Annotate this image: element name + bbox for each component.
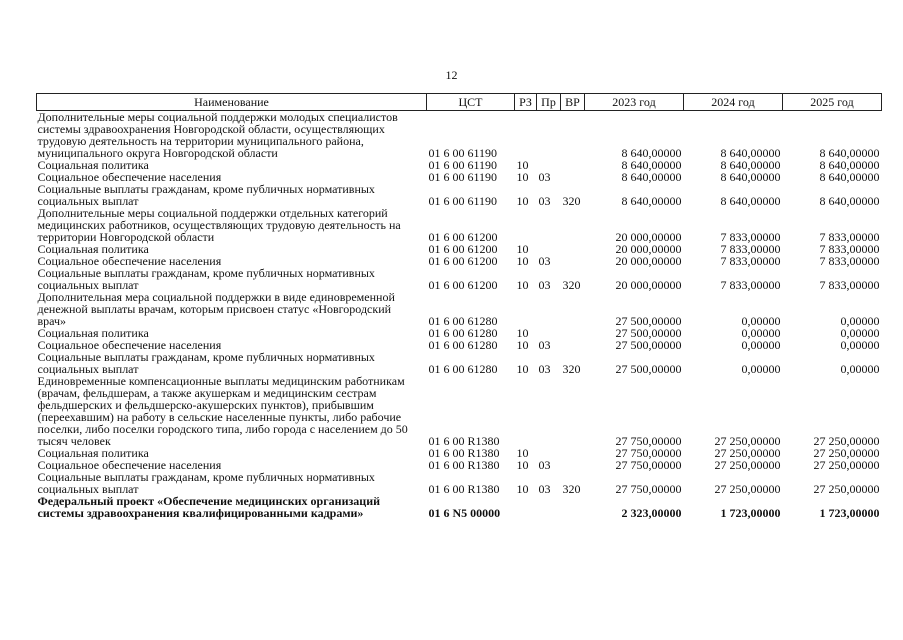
row-value-2023: 2 323,00000 xyxy=(621,506,682,520)
row-rz: 10 xyxy=(516,170,529,184)
row-name: Социальные выплаты гражданам, кроме публичных нормативных социальных выплат xyxy=(37,350,375,376)
row-vr xyxy=(561,291,585,327)
budget-table xyxy=(36,93,882,519)
row-rz: 10 xyxy=(516,362,529,376)
row-cst: 01 6 00 61190 xyxy=(428,170,498,184)
row-pr: 03 xyxy=(538,254,551,268)
row-pr: 03 xyxy=(538,458,551,472)
row-name: Федеральный проект «Обеспечение медицинских организаций системы здравоохранения квалифицированными кадрами» xyxy=(37,494,381,520)
row-name: Социальная политика xyxy=(37,446,149,460)
row-name: Единовременные компенсационные выплаты медицинским работникам (врачам, фельдшерам, а также акушеркам и медицинским сестрам фельдшерских и фельдшерско-акушерских пунктов), прибывшим (переехавшим) на работу в сельские населенные пункты, либо рабочие поселки, либо поселки городского типа, либо города с населением до 50 тысяч человек xyxy=(37,374,408,448)
row-name: Социальное обеспечение населения xyxy=(37,458,222,472)
table-body xyxy=(37,111,882,520)
row-rz: 10 xyxy=(516,278,529,292)
row-rz: 10 xyxy=(516,446,529,460)
row-value-2023: 8 640,00000 xyxy=(621,170,682,184)
row-value-2025: 7 833,00000 xyxy=(819,254,880,268)
page-number: 12 xyxy=(445,68,458,82)
row-rz: 10 xyxy=(516,482,529,496)
row-value-2024: 7 833,00000 xyxy=(720,230,781,244)
row-value-2025: 0,00000 xyxy=(840,326,880,340)
row-value-2025: 7 833,00000 xyxy=(819,230,880,244)
row-name: Социальные выплаты гражданам, кроме публичных нормативных социальных выплат xyxy=(37,182,375,208)
row-rz: 10 xyxy=(516,242,529,256)
row-rz: 10 xyxy=(516,254,529,268)
row-name: Дополнительная мера социальной поддержки в виде единовременной денежной выплаты врачам, которым присвоен статус «Новгородский врач» xyxy=(37,290,395,328)
row-vr xyxy=(561,459,585,471)
header-2025: 2025 год xyxy=(783,94,882,111)
row-value-2025: 8 640,00000 xyxy=(819,146,880,160)
table-row xyxy=(37,375,882,447)
row-vr xyxy=(561,339,585,351)
row-value-2023: 27 750,00000 xyxy=(615,458,682,472)
row-cst: 01 6 00 61200 xyxy=(428,230,498,244)
row-value-2024: 27 250,00000 xyxy=(714,458,781,472)
table-header-row xyxy=(37,94,882,111)
row-name: Социальная политика xyxy=(37,242,149,256)
row-pr: 03 xyxy=(538,362,551,376)
row-vr: 320 xyxy=(562,194,581,208)
row-pr xyxy=(537,111,561,160)
row-value-2025: 0,00000 xyxy=(840,314,880,328)
row-rz xyxy=(515,111,537,160)
row-name: Социальное обеспечение населения xyxy=(37,254,222,268)
row-vr xyxy=(561,447,585,459)
row-rz: 10 xyxy=(516,338,529,352)
row-cst: 01 6 00 61190 xyxy=(428,146,498,160)
row-rz: 10 xyxy=(516,326,529,340)
row-vr xyxy=(561,495,585,519)
row-vr xyxy=(561,327,585,339)
row-name: Дополнительные меры социальной поддержки отдельных категорий медицинских работников, осуществляющих трудовую деятельность на территории Новгородской области xyxy=(37,206,401,244)
row-value-2025: 8 640,00000 xyxy=(819,158,880,172)
row-name: Социальное обеспечение населения xyxy=(37,170,222,184)
row-value-2023: 8 640,00000 xyxy=(621,146,682,160)
row-value-2025: 0,00000 xyxy=(840,362,880,376)
row-value-2024: 8 640,00000 xyxy=(720,158,781,172)
row-rz: 10 xyxy=(516,458,529,472)
row-rz xyxy=(515,375,537,447)
row-vr: 320 xyxy=(562,482,581,496)
row-value-2025: 8 640,00000 xyxy=(819,194,880,208)
header-pr: Пр xyxy=(537,94,561,111)
row-pr xyxy=(537,495,561,519)
header-rz: РЗ xyxy=(515,94,537,111)
table-row xyxy=(37,267,882,291)
row-value-2024: 0,00000 xyxy=(741,338,781,352)
header-2024: 2024 год xyxy=(684,94,783,111)
row-pr: 03 xyxy=(538,170,551,184)
table-row xyxy=(37,291,882,327)
row-cst: 01 6 00 61280 xyxy=(428,314,498,328)
row-rz: 10 xyxy=(516,158,529,172)
row-value-2024: 1 723,00000 xyxy=(720,506,781,520)
row-value-2024: 0,00000 xyxy=(741,326,781,340)
row-vr xyxy=(561,255,585,267)
row-vr: 320 xyxy=(562,362,581,376)
row-value-2024: 0,00000 xyxy=(741,362,781,376)
row-name: Социальное обеспечение населения xyxy=(37,338,222,352)
row-cst: 01 6 00 R1380 xyxy=(428,482,500,496)
row-value-2024: 27 250,00000 xyxy=(714,482,781,496)
row-cst: 01 6 00 R1380 xyxy=(428,434,500,448)
table-row xyxy=(37,111,882,160)
row-vr xyxy=(561,159,585,171)
row-value-2024: 27 250,00000 xyxy=(714,434,781,448)
row-name: Социальные выплаты гражданам, кроме публичных нормативных социальных выплат xyxy=(37,266,375,292)
row-value-2025: 27 250,00000 xyxy=(813,446,880,460)
row-value-2023: 27 750,00000 xyxy=(615,446,682,460)
row-value-2023: 27 500,00000 xyxy=(615,326,682,340)
row-value-2023: 20 000,00000 xyxy=(615,254,682,268)
row-pr xyxy=(537,375,561,447)
row-cst: 01 6 00 R1380 xyxy=(428,446,500,460)
row-rz xyxy=(515,495,537,519)
row-name: Социальная политика xyxy=(37,158,149,172)
row-value-2024: 0,00000 xyxy=(741,314,781,328)
row-cst: 01 6 00 61280 xyxy=(428,338,498,352)
row-cst: 01 6 00 61280 xyxy=(428,362,498,376)
row-pr: 03 xyxy=(538,482,551,496)
row-value-2024: 7 833,00000 xyxy=(720,242,781,256)
row-cst: 01 6 00 R1380 xyxy=(428,458,500,472)
row-value-2023: 27 500,00000 xyxy=(615,314,682,328)
header-name: Наименование xyxy=(37,94,427,111)
row-value-2023: 8 640,00000 xyxy=(621,158,682,172)
table-row xyxy=(37,183,882,207)
row-value-2025: 0,00000 xyxy=(840,338,880,352)
header-cst: ЦСТ xyxy=(427,94,515,111)
row-name: Дополнительные меры социальной поддержки молодых специалистов системы здравоохранения Новгородской области, осуществляющих трудовую деятельность на территории муниципального района, муниципального округа Новгородской области xyxy=(37,110,398,160)
row-name: Социальные выплаты гражданам, кроме публичных нормативных социальных выплат xyxy=(37,470,375,496)
row-pr xyxy=(537,207,561,243)
table-row xyxy=(37,495,882,519)
row-value-2025: 7 833,00000 xyxy=(819,278,880,292)
row-value-2025: 27 250,00000 xyxy=(813,434,880,448)
row-value-2024: 7 833,00000 xyxy=(720,254,781,268)
row-value-2023: 20 000,00000 xyxy=(615,278,682,292)
row-value-2023: 27 500,00000 xyxy=(615,338,682,352)
row-cst: 01 6 00 61200 xyxy=(428,242,498,256)
row-value-2023: 27 500,00000 xyxy=(615,362,682,376)
row-vr xyxy=(561,243,585,255)
row-cst: 01 6 00 61200 xyxy=(428,278,498,292)
row-vr xyxy=(561,171,585,183)
table-row xyxy=(37,207,882,243)
row-value-2025: 8 640,00000 xyxy=(819,170,880,184)
row-vr xyxy=(561,375,585,447)
row-value-2023: 27 750,00000 xyxy=(615,434,682,448)
row-value-2025: 27 250,00000 xyxy=(813,458,880,472)
header-vr: ВР xyxy=(561,94,585,111)
row-pr: 03 xyxy=(538,194,551,208)
row-cst: 01 6 N5 00000 xyxy=(428,506,501,520)
row-value-2024: 8 640,00000 xyxy=(720,146,781,160)
row-rz xyxy=(515,291,537,327)
row-vr xyxy=(561,207,585,243)
row-pr: 03 xyxy=(538,338,551,352)
table-row xyxy=(37,471,882,495)
row-cst: 01 6 00 61280 xyxy=(428,326,498,340)
row-pr xyxy=(537,291,561,327)
row-value-2023: 20 000,00000 xyxy=(615,230,682,244)
row-vr: 320 xyxy=(562,278,581,292)
row-rz: 10 xyxy=(516,194,529,208)
row-value-2023: 8 640,00000 xyxy=(621,194,682,208)
row-value-2025: 7 833,00000 xyxy=(819,242,880,256)
row-value-2024: 8 640,00000 xyxy=(720,170,781,184)
header-2023: 2023 год xyxy=(585,94,684,111)
row-value-2024: 8 640,00000 xyxy=(720,194,781,208)
row-value-2023: 27 750,00000 xyxy=(615,482,682,496)
row-pr: 03 xyxy=(538,278,551,292)
row-value-2023: 20 000,00000 xyxy=(615,242,682,256)
row-cst: 01 6 00 61190 xyxy=(428,194,498,208)
row-vr xyxy=(561,111,585,160)
row-cst: 01 6 00 61190 xyxy=(428,158,498,172)
row-rz xyxy=(515,207,537,243)
table-row xyxy=(37,351,882,375)
row-cst: 01 6 00 61200 xyxy=(428,254,498,268)
row-value-2025: 1 723,00000 xyxy=(819,506,880,520)
row-value-2024: 7 833,00000 xyxy=(720,278,781,292)
row-value-2025: 27 250,00000 xyxy=(813,482,880,496)
row-value-2024: 27 250,00000 xyxy=(714,446,781,460)
row-name: Социальная политика xyxy=(37,326,149,340)
